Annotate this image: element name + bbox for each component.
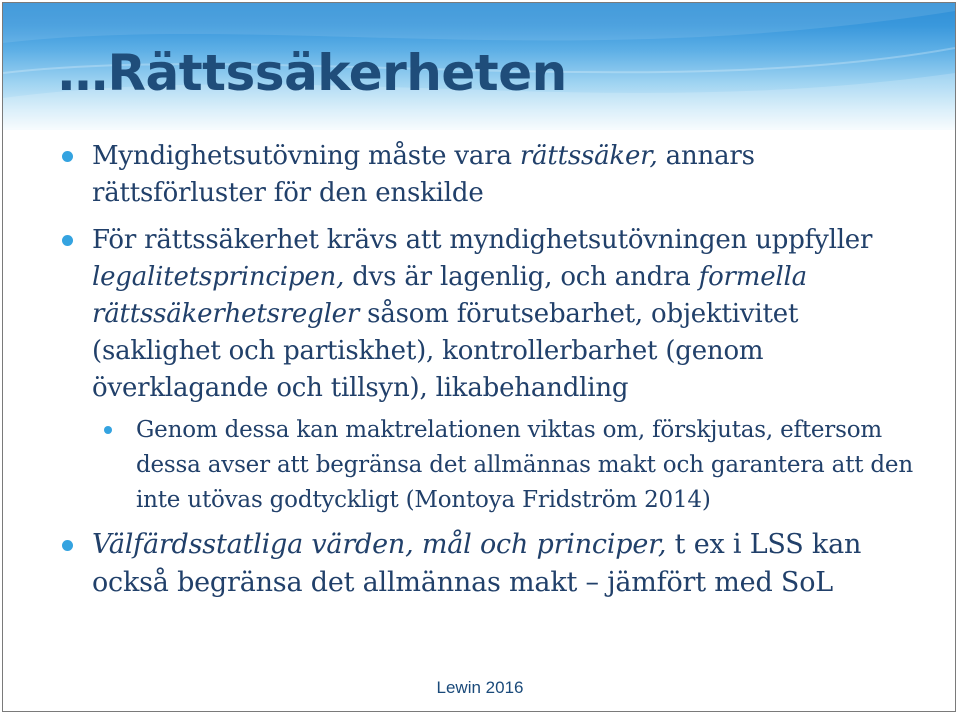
bullet-dot	[62, 151, 73, 162]
bullet-item-2	[58, 222, 918, 407]
sub-bullet-text: Genom dessa kan maktrelationen viktas om, förskjutas, eftersom dessa avser att begränsa det allmännas makt och garantera att den inte utövas godtyckligt (Montoya Fridström 2014)	[136, 417, 913, 513]
bullet-dot	[62, 540, 73, 551]
bullet-2-emphasis-a: legalitetsprincipen,	[92, 262, 345, 292]
bullet-2-text-a: För rättssäkerhet krävs att myndighetsutövningen uppfyller	[92, 225, 873, 255]
bullet-dot	[62, 235, 73, 246]
bullet-1-text-b: annars rättsförluster för den enskilde	[92, 141, 755, 208]
bullet-1-emphasis: rättssäker,	[519, 141, 658, 171]
sub-bullet-dot	[104, 426, 112, 434]
bullet-item-1	[58, 138, 918, 212]
bullet-2-text-c: såsom förutsebarhet, objektivitet (saklighet och partiskhet), kontrollerbarhet (genom överklagande och tillsyn), likabehandling	[92, 299, 799, 403]
bullet-3-emphasis: Välfärdsstatliga värden, mål och principer,	[92, 529, 667, 560]
bullet-item-3	[58, 526, 918, 602]
slide-content	[58, 138, 918, 602]
bullet-2-text-b: dvs är lagenlig, och andra	[344, 262, 699, 292]
bullet-1-text-a: Myndighetsutövning måste vara	[92, 141, 520, 171]
sub-bullet-item	[92, 413, 918, 518]
bullet-3-text: t ex i LSS kan också begränsa det allmännas makt – jämfört med SoL	[92, 529, 862, 598]
slide-footer: Lewin 2016	[436, 678, 524, 697]
bullet-2-emphasis-b: formella rättssäkerhetsregler	[92, 262, 807, 329]
slide-title: …Rättssäkerheten	[58, 44, 567, 102]
